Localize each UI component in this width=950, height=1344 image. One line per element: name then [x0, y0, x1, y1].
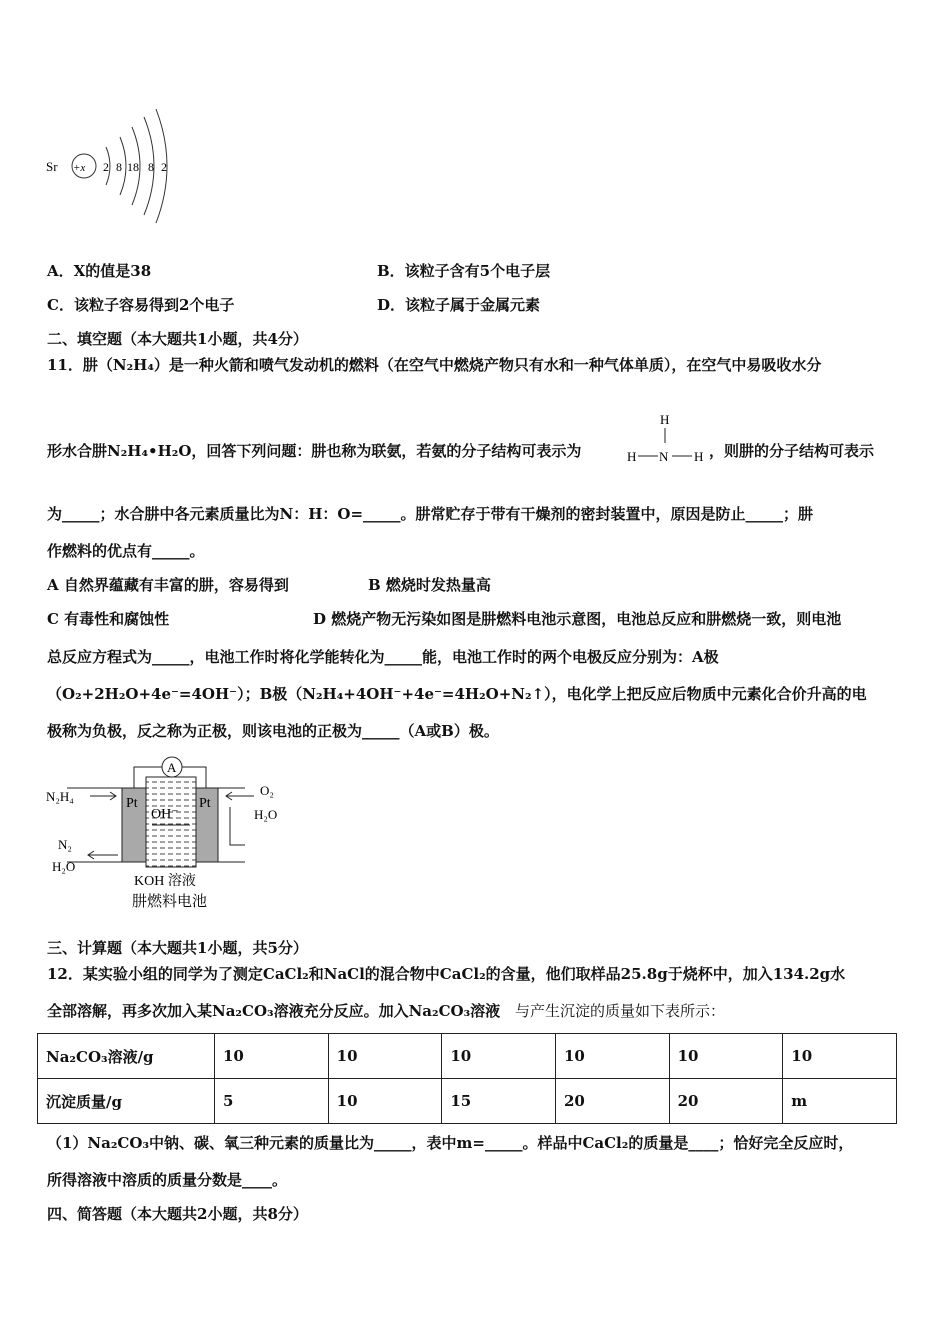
table-row [38, 1079, 897, 1124]
q11-line-2a: 形水合肼N₂H₄•H₂O，回答下列问题：肼也称为联氨，若氨的分子结构可表示为 [47, 442, 582, 460]
ammonia-n: N [659, 449, 669, 464]
shell-count: 2 [103, 160, 109, 174]
q11-line-4: 作燃料的优点有_____。 [47, 542, 205, 560]
q12-sub1-line-1: （1）Na₂CO₃中钠、碳、氧三种元素的质量比为_____，表中m=_____。样品中CaCl₂的质量是____；恰好完全反应时， [47, 1134, 854, 1152]
output-left-1: N₂ [58, 837, 72, 852]
table-cell: 10 [442, 1034, 556, 1079]
input-right: O₂ [260, 783, 274, 798]
ammonia-structure [625, 410, 710, 470]
q11-line-7: 总反应方程式为_____，电池工作时将化学能转化为_____能，电池工作时的两个电极反应分别为：A极 [47, 648, 719, 666]
table-cell: 5 [215, 1079, 329, 1124]
section-heading-calculation: 三、计算题（本大题共1小题，共5分） [47, 939, 308, 957]
q12-sub1-line-2: 所得溶液中溶质的质量分数是____。 [47, 1171, 288, 1189]
solution-label: KOH 溶液 [134, 874, 196, 889]
table-cell: 10 [555, 1034, 669, 1079]
table-cell: 10 [669, 1034, 783, 1079]
q11-line-1: 11．肼（N₂H₄）是一种火箭和喷气发动机的燃料（在空气中燃烧产物只有水和一种气体单质），在空气中易吸收水分 [47, 356, 822, 374]
ammeter-label: A [167, 760, 177, 775]
q11-option-a: A 自然界蕴藏有丰富的肼，容易得到 [47, 576, 289, 594]
element-symbol: Sr [46, 159, 58, 174]
input-left: N₂H₄ [46, 789, 74, 804]
table-cell: 15 [442, 1079, 556, 1124]
electrode-right-label: Pt [199, 796, 211, 811]
output-left-2: H₂O [52, 859, 76, 874]
option-d: D．该粒子属于金属元素 [377, 296, 541, 314]
q11-line-3: 为_____；水合肼中各元素质量比为N：H：O=_____。肼常贮存于带有干燥剂的密封装置中，原因是防止_____；肼 [47, 505, 814, 523]
ammonia-h-top: H [660, 412, 670, 427]
row-label: Na₂CO₃溶液/g [38, 1034, 215, 1079]
q11-line-8: （O₂+2H₂O+4e⁻=4OH⁻）；B极（N₂H₄+4OH⁻+4e⁻=4H₂O+N₂↑），电化学上把反应后物质中元素化合价升高的电 [47, 685, 867, 703]
option-c: C．该粒子容易得到2个电子 [47, 296, 235, 314]
output-right: H₂O [254, 807, 278, 822]
hydrazine-fuel-cell-diagram [40, 755, 300, 915]
shell-count: 18 [127, 160, 139, 174]
ammonia-h-right: H [694, 449, 704, 464]
q11-line-9: 极称为负极，反之称为正极，则该电池的正极为_____（A或B）极。 [47, 722, 499, 740]
nucleus-charge: +x [73, 162, 86, 174]
row-label: 沉淀质量/g [38, 1079, 215, 1124]
q11-option-c: C 有毒性和腐蚀性 [47, 610, 170, 628]
section-heading-short-answer: 四、简答题（本大题共2小题，共8分） [47, 1205, 308, 1223]
shell-count: 2 [161, 160, 167, 174]
q11-option-d: D 燃烧产物无污染如图是肼燃料电池示意图，电池总反应和肼燃烧一致，则电池 [313, 610, 842, 628]
table-cell: 10 [328, 1034, 442, 1079]
table-row [38, 1034, 897, 1079]
q11-line-2b: ，则肼的分子结构可表示 [709, 442, 875, 460]
precipitate-data-table [37, 1033, 897, 1124]
electrode-left-label: Pt [126, 796, 138, 811]
shell-count: 8 [116, 160, 122, 174]
q12-line-1: 12．某实验小组的同学为了测定CaCl₂和NaCl的混合物中CaCl₂的含量，他们取样品25.8g于烧杯中，加入134.2g水 [47, 965, 846, 983]
option-a: A．X的值是38 [47, 262, 152, 280]
atom-structure-diagram [40, 105, 190, 230]
table-cell: m [783, 1079, 897, 1124]
figure-caption: 肼燃料电池 [132, 894, 208, 910]
shell-count: 8 [148, 160, 154, 174]
q12-line-2a: 全部溶解，再多次加入某Na₂CO₃溶液充分反应。加入Na₂CO₃溶液 [47, 1002, 501, 1020]
table-cell: 20 [669, 1079, 783, 1124]
q12-line-2b: 与产生沉淀的质量如下表所示： [515, 1002, 726, 1020]
table-cell: 10 [328, 1079, 442, 1124]
q11-option-b: B 燃烧时发热量高 [368, 576, 491, 594]
electrolyte-ion: OH⁻ [151, 807, 179, 822]
ammonia-h-left: H [627, 449, 637, 464]
table-cell: 10 [215, 1034, 329, 1079]
koh-electrolyte [146, 777, 196, 867]
table-cell: 10 [783, 1034, 897, 1079]
option-b: B．该粒子含有5个电子层 [377, 262, 551, 280]
section-heading-fill-blank: 二、填空题（本大题共1小题，共4分） [47, 330, 308, 348]
table-cell: 20 [555, 1079, 669, 1124]
